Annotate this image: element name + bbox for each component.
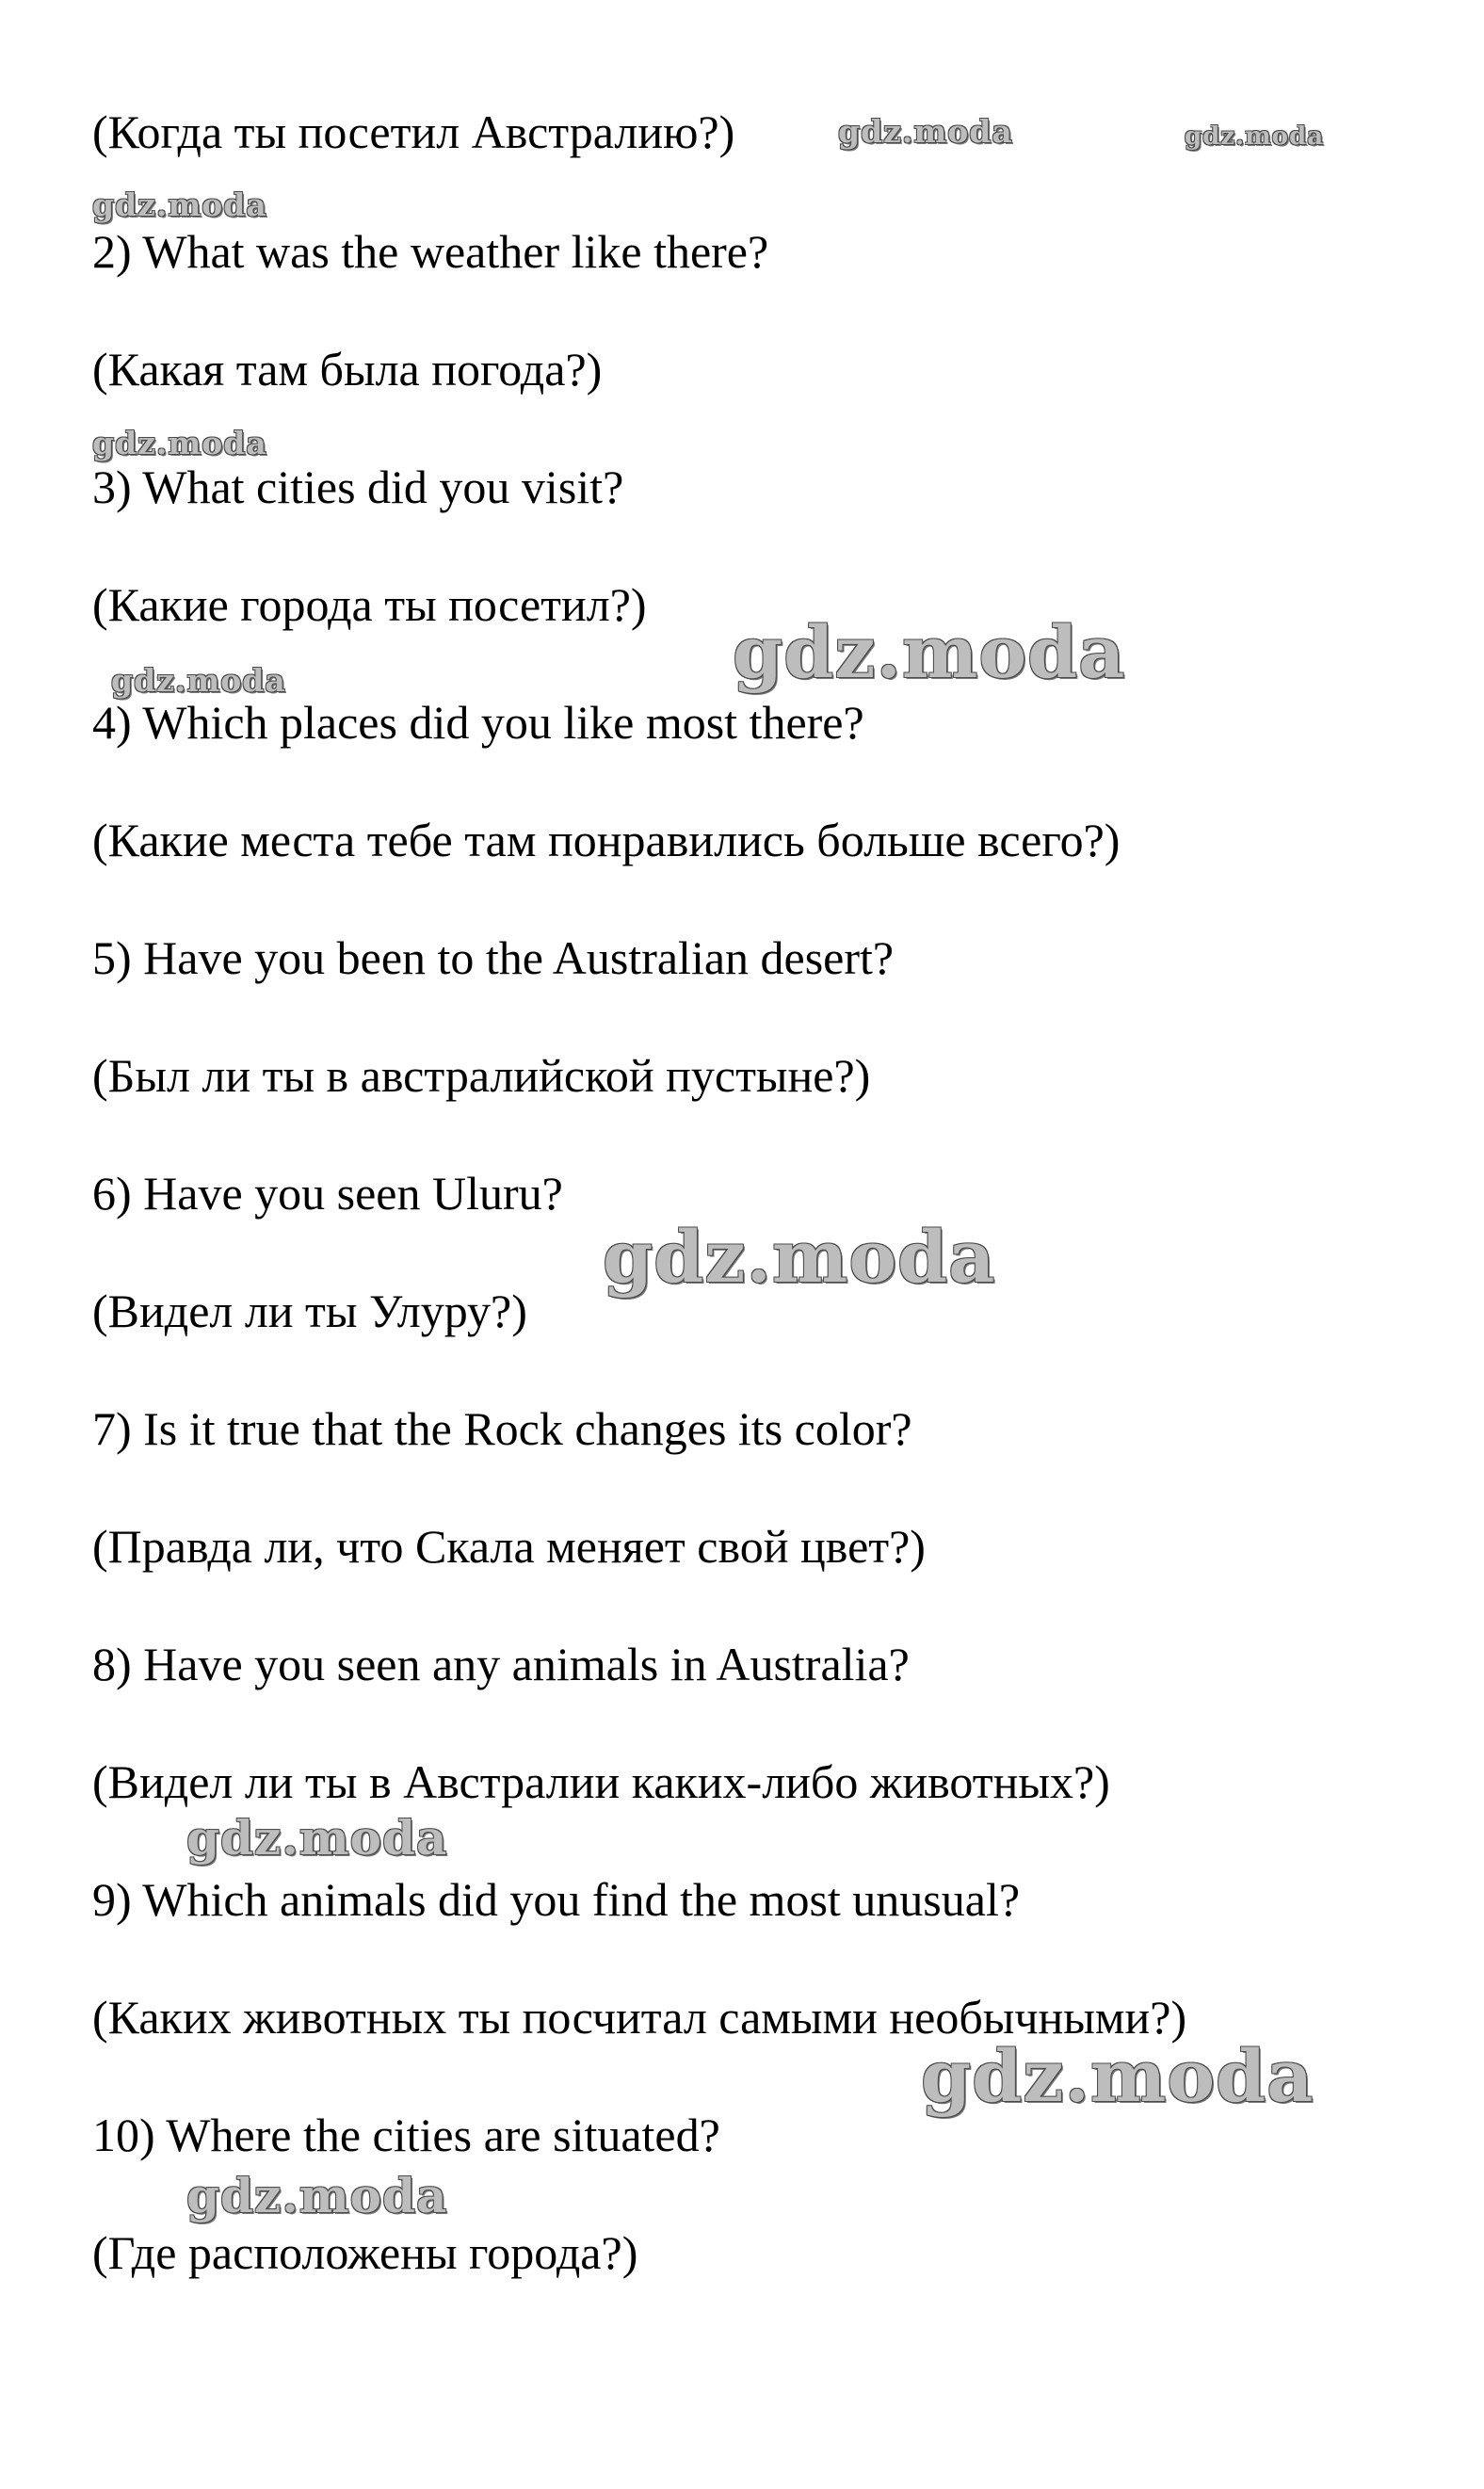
line-6-translation: (Видел ли ты Улуру?) bbox=[92, 1285, 527, 1337]
line-4-translation: (Какие места тебе там понравились больше всего?) bbox=[92, 814, 1121, 866]
watermark: gdz.moda bbox=[733, 610, 1126, 694]
watermark: gdz.moda bbox=[1185, 122, 1325, 151]
line-5-question: 5) Have you been to the Australian desert? bbox=[92, 931, 895, 984]
watermark: gdz.moda bbox=[111, 662, 286, 699]
line-2-question: 2) What was the weather like there? bbox=[92, 225, 769, 278]
line-9-translation: (Каких животных ты посчитал самыми необычными?) bbox=[92, 1991, 1187, 2044]
watermark: gdz.moda bbox=[92, 425, 267, 461]
line-10-translation: (Где расположены города?) bbox=[92, 2226, 638, 2279]
line-2-translation: (Какая там была погода?) bbox=[92, 343, 603, 396]
line-3-translation: (Какие города ты посетил?) bbox=[92, 578, 647, 631]
watermark: gdz.moda bbox=[92, 186, 267, 223]
line-6-question: 6) Have you seen Uluru? bbox=[92, 1167, 563, 1220]
watermark: gdz.moda bbox=[838, 113, 1013, 150]
line-7-question: 7) Is it true that the Rock changes its color? bbox=[92, 1402, 912, 1455]
line-3-question: 3) What cities did you visit? bbox=[92, 461, 624, 513]
watermark: gdz.moda bbox=[186, 1810, 448, 1866]
line-9-question: 9) Which animals did you find the most unusual? bbox=[92, 1873, 1021, 1926]
watermark: gdz.moda bbox=[186, 2168, 448, 2223]
line-7-translation: (Правда ли, что Скала меняет свой цвет?) bbox=[92, 1520, 926, 1573]
line-1-translation: (Когда ты посетил Австралию?) bbox=[92, 105, 735, 158]
watermark: gdz.moda bbox=[921, 2034, 1315, 2118]
line-5-translation: (Был ли ты в австралийской пустыне?) bbox=[92, 1049, 871, 1102]
line-8-question: 8) Have you seen any animals in Australia? bbox=[92, 1638, 910, 1690]
line-8-translation: (Видел ли ты в Австралии каких-либо животных?) bbox=[92, 1755, 1110, 1808]
line-10-question: 10) Where the cities are situated? bbox=[92, 2109, 720, 2161]
watermark: gdz.moda bbox=[603, 1215, 996, 1299]
line-4-question: 4) Which places did you like most there? bbox=[92, 696, 864, 749]
